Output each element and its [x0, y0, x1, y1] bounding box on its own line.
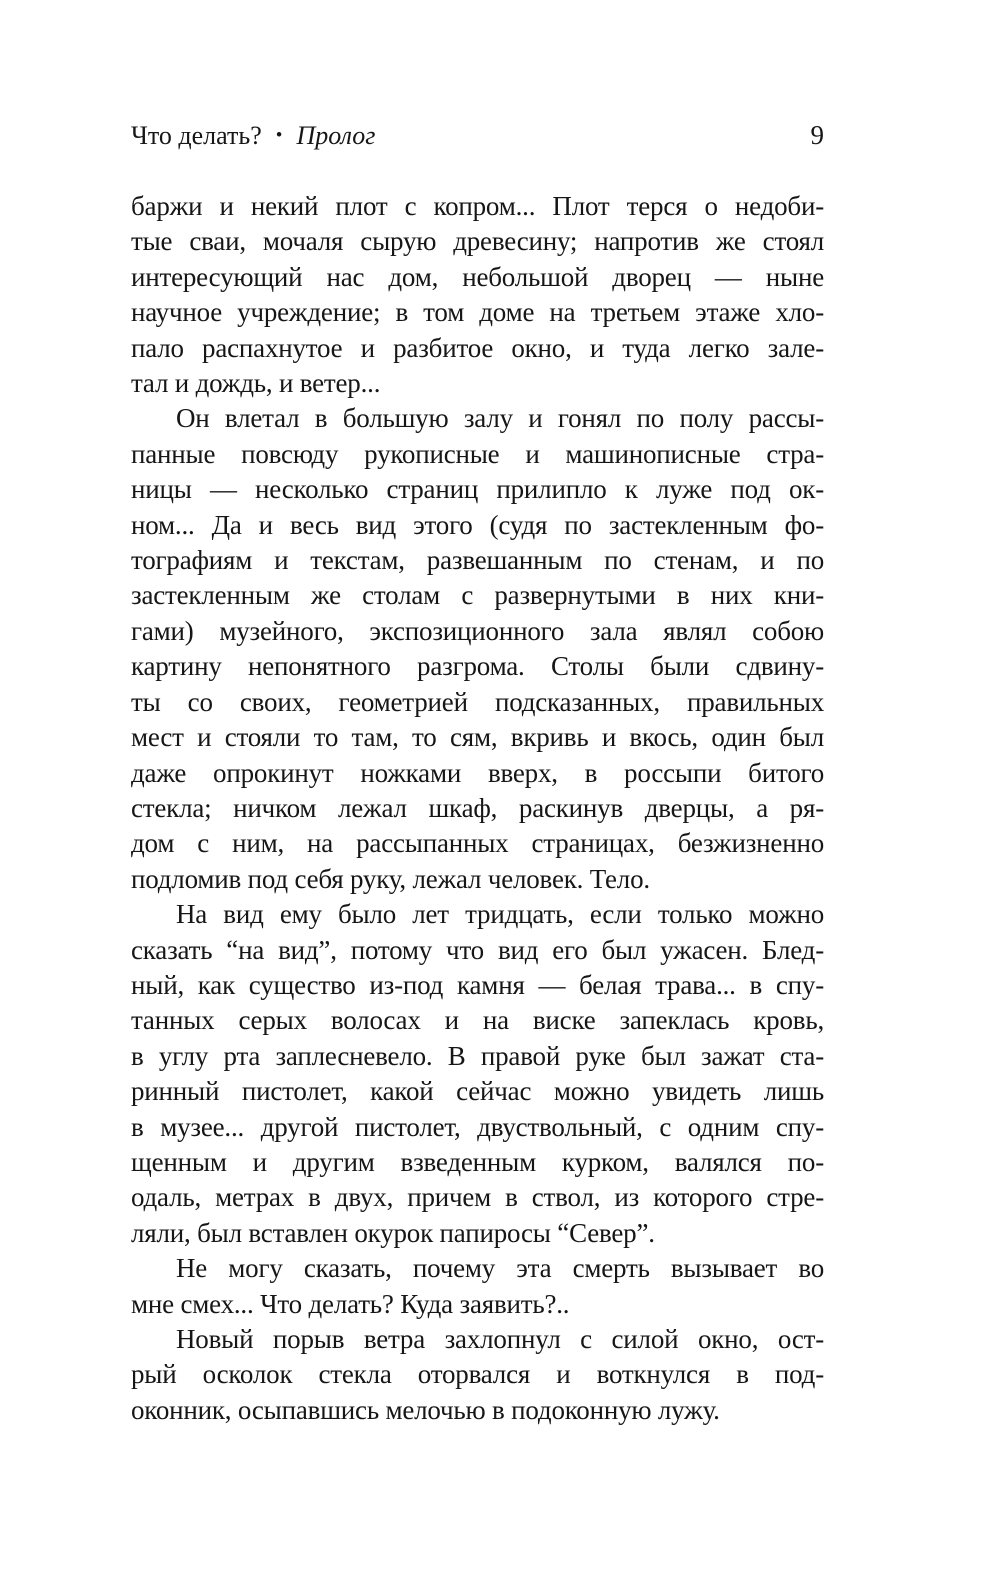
- text-line: рый осколок стекла оторвался и воткнулся в под-: [131, 1359, 824, 1390]
- text-line: ринный пистолет, какой сейчас можно увидеть лишь: [131, 1076, 824, 1107]
- text-line: застекленным же столам с развернутыми в них кни-: [131, 580, 824, 611]
- text-line: дом с ним, на рассыпанных страницах, безжизненно: [131, 828, 824, 859]
- text-line: ляли, был вставлен окурок папиросы “Север”.: [131, 1217, 655, 1248]
- text-line: танных серых волосах и на виске запеклась кровь,: [131, 1005, 824, 1036]
- text-line: щенным и другим взведенным курком, валялся по-: [131, 1146, 824, 1177]
- text-line: даже опрокинут ножками вверх, в россыпи битого: [131, 757, 824, 788]
- text-line: ном... Да и весь вид этого (судя по застекленным фо-: [131, 509, 824, 540]
- paragraph: [131, 1322, 824, 1428]
- paragraph: [131, 1251, 824, 1322]
- text-line: мест и стояли то там, то сям, вкривь и вкось, один был: [131, 722, 824, 753]
- text-line: в музее... другой пистолет, двуствольный, с одним спу-: [131, 1111, 824, 1142]
- text-line: баржи и некий плот с копром... Плот терся о недоби-: [131, 191, 824, 221]
- text-line: оконник, осыпавшись мелочью в подоконную лужу.: [131, 1394, 720, 1425]
- paragraph: [131, 401, 824, 897]
- text-line: тые сваи, мочаля сырую древесину; напротив же стоял: [131, 226, 824, 257]
- paragraph: [131, 189, 824, 401]
- text-line: подломив под себя руку, лежал человек. Тело.: [131, 863, 650, 894]
- text-line: Новый порыв ветра захлопнул с силой окно, ост-: [176, 1324, 824, 1354]
- text-line: тографиям и текстам, развешанным по стенам, и по: [131, 545, 824, 576]
- running-title: [131, 120, 375, 155]
- text-line: ницы — несколько страниц прилипло к луже под ок-: [131, 474, 824, 505]
- text-line: гами) музейного, экспозиционного зала являл собою: [131, 615, 824, 646]
- text-line: Он влетал в большую залу и гонял по полу рассы-: [176, 403, 824, 434]
- text-block: [131, 189, 824, 1428]
- text-line: одаль, метрах в двух, причем в ствол, из которого стре-: [131, 1182, 824, 1213]
- text-line: панные повсюду рукописные и машинописные стра-: [131, 438, 824, 469]
- separator-dot-icon: •: [275, 125, 283, 146]
- text-line: стекла; ничком лежал шкаф, раскинув дверцы, а ря-: [131, 792, 824, 823]
- page-header: [131, 119, 824, 155]
- text-line: интересующий нас дом, небольшой дворец — ныне: [131, 261, 824, 292]
- text-line: пало распахнутое и разбитое окно, и туда легко зале-: [131, 332, 824, 363]
- page-number: 9: [810, 120, 824, 150]
- text-line: На вид ему было лет тридцать, если только можно: [176, 899, 824, 930]
- text-line: сказать “на вид”, потому что вид его был ужасен. Блед-: [131, 934, 824, 965]
- text-line: научное учреждение; в том доме на третьем этаже хло-: [131, 297, 824, 328]
- chapter-title: Пролог: [296, 121, 376, 150]
- text-line: ный, как существо из-под камня — белая трава... в спу-: [131, 969, 824, 1000]
- text-line: Не могу сказать, почему эта смерть вызывает во: [176, 1253, 824, 1284]
- book-title: Что делать?: [131, 121, 262, 150]
- text-line: картину непонятного разгрома. Столы были сдвину-: [131, 651, 824, 682]
- text-line: в углу рта заплесневело. В правой руке был зажат ста-: [131, 1040, 824, 1071]
- text-line: ты со своих, геометрией подсказанных, правильных: [131, 686, 824, 717]
- paragraph: [131, 897, 824, 1251]
- text-line: тал и дождь, и ветер...: [131, 368, 381, 399]
- text-line: мне смех... Что делать? Куда заявить?..: [131, 1288, 570, 1319]
